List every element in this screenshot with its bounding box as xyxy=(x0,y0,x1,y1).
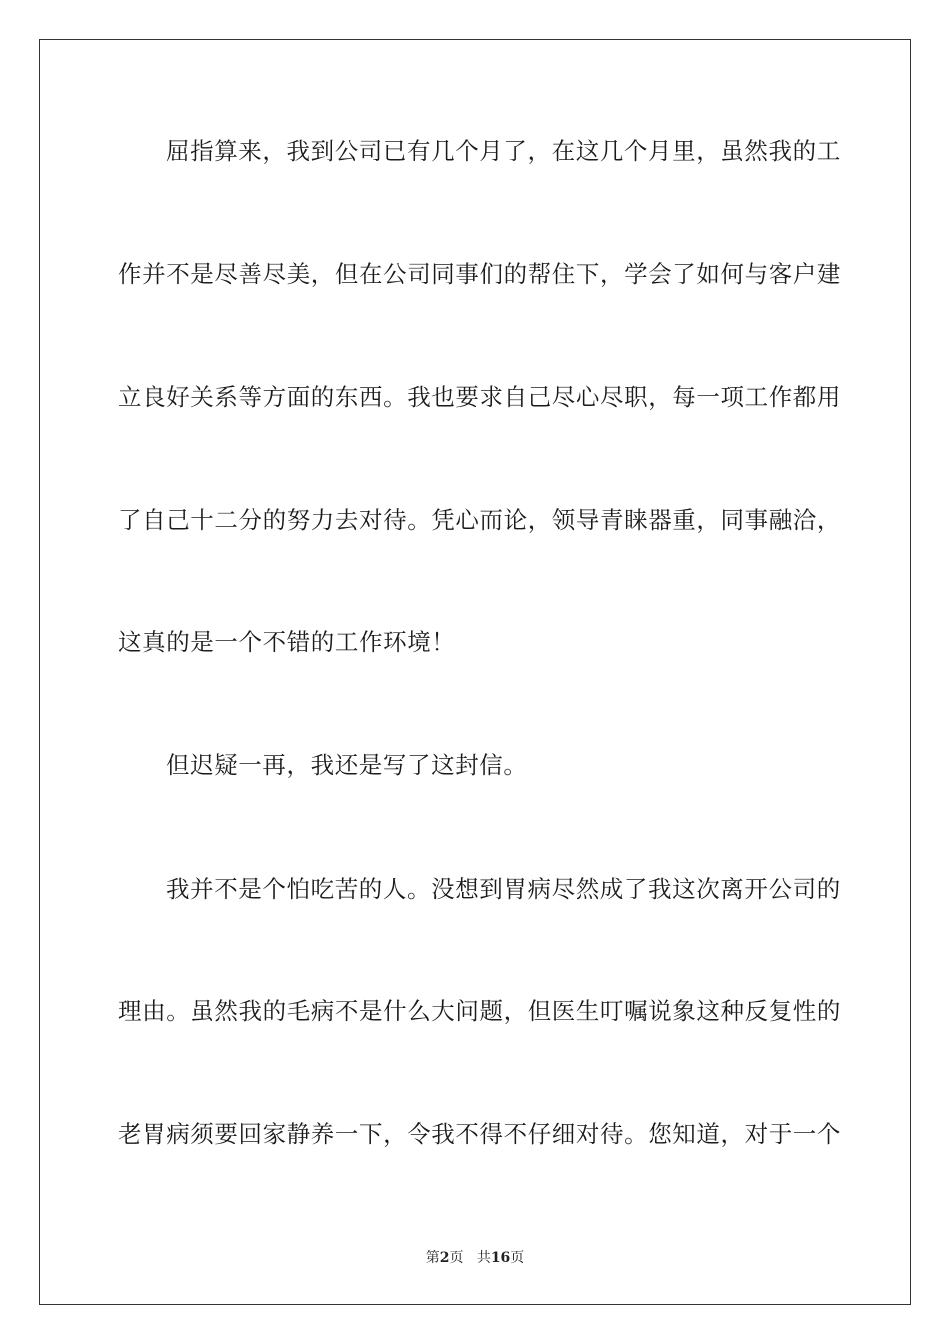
paragraph-1-line-5: 这真的是一个不错的工作环境！ xyxy=(118,628,456,656)
footer-page-prefix: 第 xyxy=(425,1250,440,1266)
paragraph-1-line-1: 屈指算来，我到公司已有几个月了，在这几个月里，虽然我的工 xyxy=(166,137,841,165)
page-border xyxy=(39,39,911,1305)
paragraph-1-line-2: 作并不是尽善尽美，但在公司同事们的帮住下，学会了如何与客户建 xyxy=(118,260,841,288)
paragraph-2-line-1: 但迟疑一再，我还是写了这封信。 xyxy=(166,751,528,779)
paragraph-1-line-3: 立良好关系等方面的东西。我也要求自己尽心尽职，每一项工作都用 xyxy=(118,383,841,411)
paragraph-3-line-1: 我并不是个怕吃苦的人。没想到胃病尽然成了我这次离开公司的 xyxy=(166,875,841,903)
paragraph-1-line-4: 了自己十二分的努力去对待。凭心而论，领导青睐器重，同事融洽， xyxy=(118,506,841,534)
paragraph-3-line-3: 老胃病须要回家静养一下，令我不得不仔细对待。您知道，对于一个 xyxy=(118,1120,841,1148)
footer-total-prefix: 共 xyxy=(476,1250,491,1266)
footer-page-number: 2 xyxy=(439,1250,450,1266)
footer-total-pages: 16 xyxy=(490,1250,511,1266)
footer-page-suffix: 页 xyxy=(449,1250,464,1266)
page-footer xyxy=(0,1247,950,1267)
footer-total-suffix: 页 xyxy=(510,1250,525,1266)
paragraph-3-line-2: 理由。虽然我的毛病不是什么大问题，但医生叮嘱说象这种反复性的 xyxy=(118,997,841,1025)
